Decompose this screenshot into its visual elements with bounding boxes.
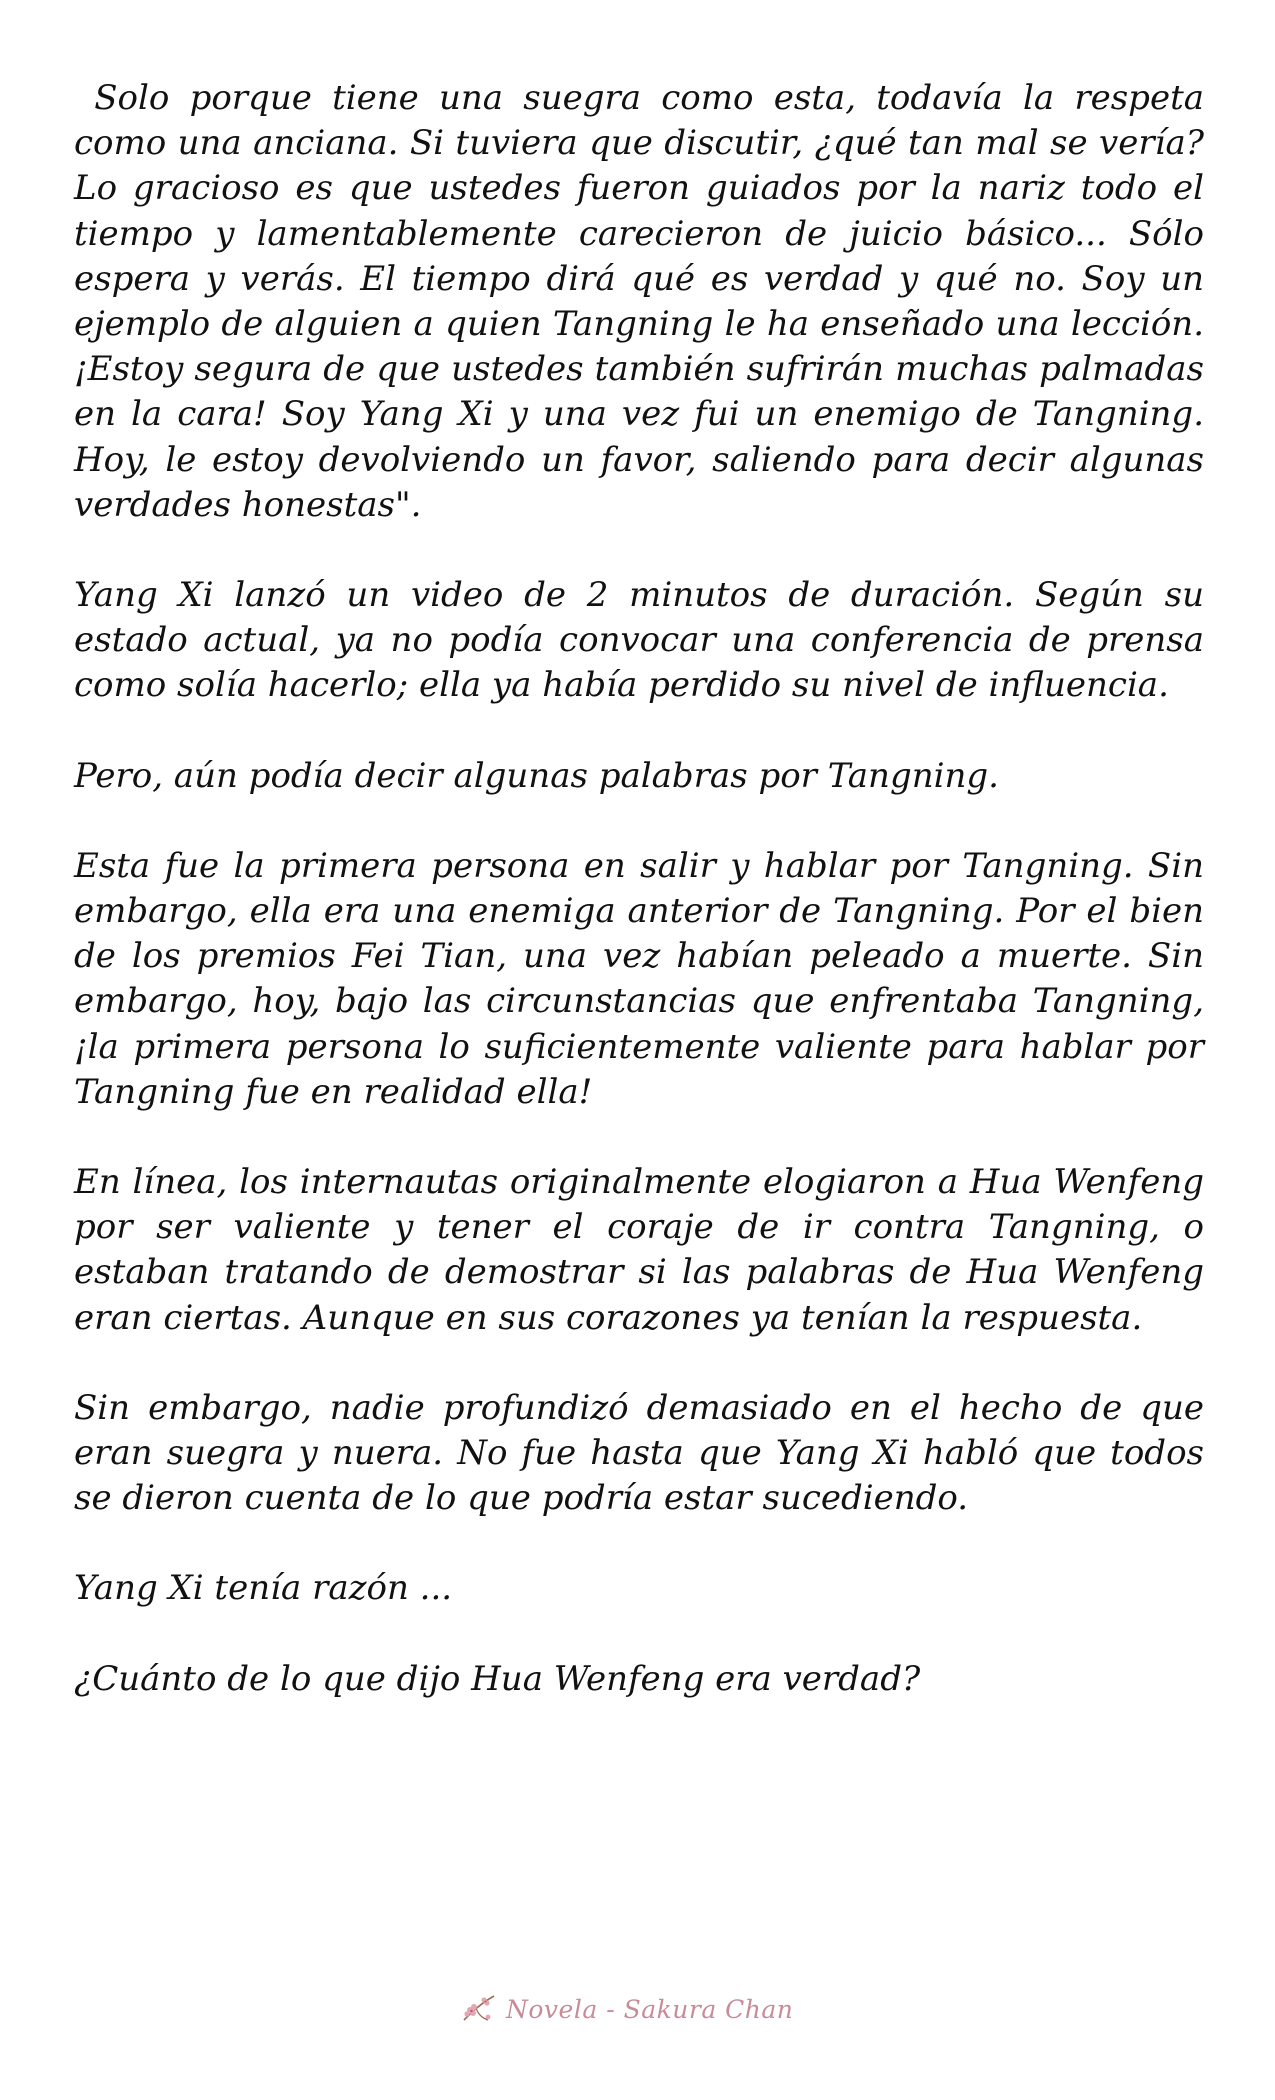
watermark-text: Novela - Sakura Chan	[506, 1994, 794, 2024]
watermark	[458, 1990, 793, 2028]
paragraph-8: ¿Cuánto de lo que dijo Hua Wenfeng era verdad?	[74, 1658, 921, 1699]
cherry-blossom-icon	[458, 1990, 498, 2028]
paragraph-2: Yang Xi lanzó un video de 2 minutos de duración. Según su estado actual, ya no podía convocar una conferencia de prensa como solía hacerlo; ella ya había perdido su nivel de influencia.	[74, 575, 1215, 706]
document-body	[74, 76, 1226, 1747]
paragraph-7: Yang Xi tenía razón ...	[74, 1568, 453, 1609]
paragraph-4: Esta fue la primera persona en salir y hablar por Tangning. Sin embargo, ella era una enemiga anterior de Tangning. Por el bien de los premios Fei Tian, una vez habían peleado a muerte. Sin embargo, hoy, bajo las circunstancias que enfrentaba Tangning, ¡la primera persona lo suficientemente valiente para hablar por Tangning fue en realidad ella!	[74, 845, 1215, 1112]
paragraph-3: Pero, aún podía decir algunas palabras por Tangning.	[74, 755, 999, 796]
paragraph-6: Sin embargo, nadie profundizó demasiado en el hecho de que eran suegra y nuera. No fue hasta que Yang Xi habló que todos se dieron cuenta de lo que podría estar sucediendo.	[74, 1387, 1215, 1519]
paragraph-1: Solo porque tiene una suegra como esta, todavía la respeta como una anciana. Si tuviera que discutir, ¿qué tan mal se vería? Lo gracioso es que ustedes fueron guiados por la nariz todo el tiempo y lamentablemente carecieron de juicio básico... Sólo espera y verás. El tiempo dirá qué es verdad y qué no. Soy un ejemplo de alguien a quien Tangning le ha enseñado una lección. ¡Estoy segura de que ustedes también sufrirán muchas palmadas en la cara! Soy Yang Xi y una vez fui un enemigo de Tangning. Hoy, le estoy devolviendo un favor, saliendo para decir algunas verdades honestas".	[74, 78, 1226, 525]
paragraph-5: En línea, los internautas originalmente elogiaron a Hua Wenfeng por ser valiente y tener el coraje de ir contra Tangning, o estaban tratando de demostrar si las palabras de Hua Wenfeng eran ciertas. Aunque en sus corazones ya tenían la respuesta.	[74, 1162, 1215, 1338]
